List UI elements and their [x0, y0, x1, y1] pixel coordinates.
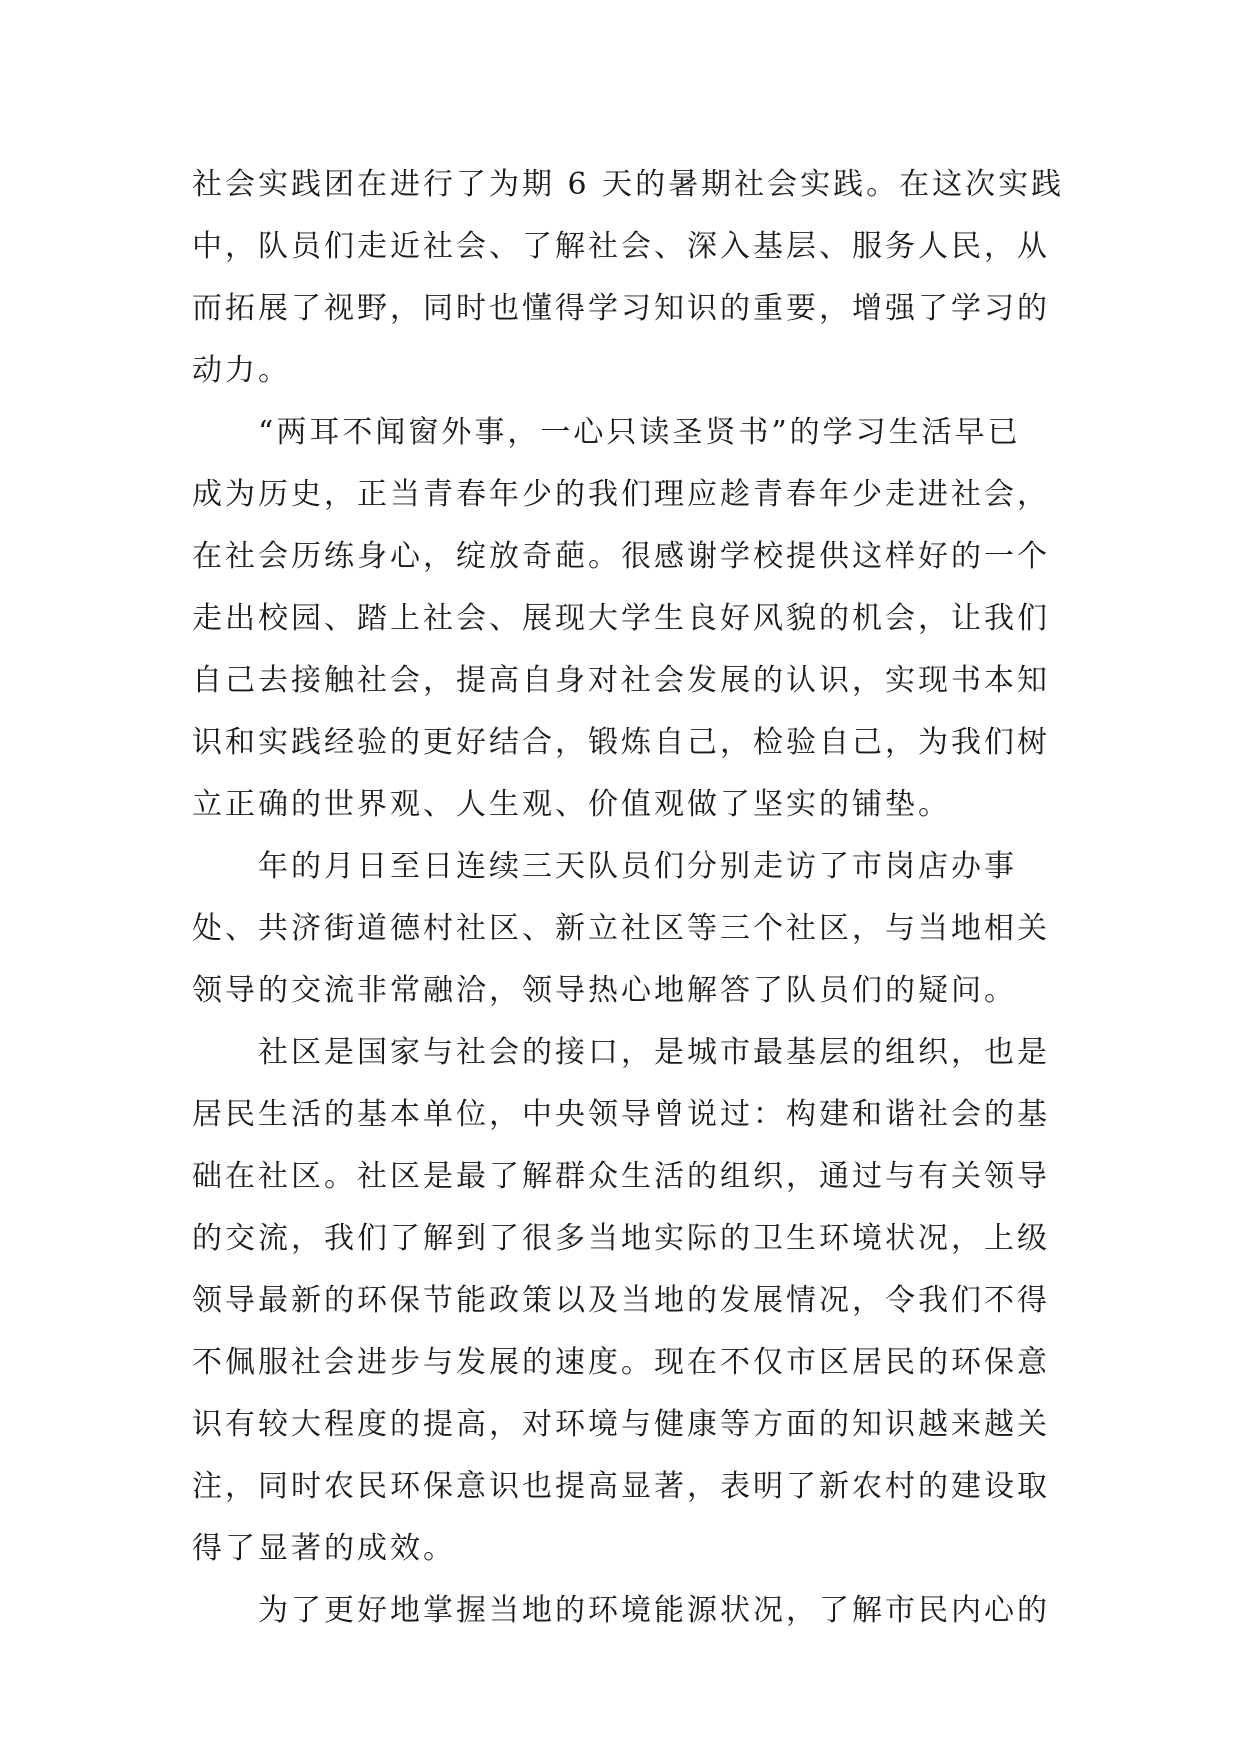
text-line: 础在社区。社区是最了解群众生活的组织，通过与有关领导 — [192, 1159, 1050, 1194]
paragraph-first-line: 年的月日至日连续三天队员们分别走访了市岗店办事 — [258, 849, 1017, 884]
text-line: 识有较大程度的提高，对环境与健康等方面的知识越来越关 — [192, 1407, 1050, 1442]
paragraph-first-line: “两耳不闻窗外事，一心只读圣贤书”的学习生活早已 — [258, 415, 1021, 450]
text-line: 注，同时农民环保意识也提高显著，表明了新农村的建设取 — [192, 1469, 1050, 1504]
text-line: 动力。 — [192, 353, 291, 388]
text-line: 识和实践经验的更好结合，锻炼自己，检验自己，为我们树 — [192, 725, 1050, 760]
text-line: 而拓展了视野，同时也懂得学习知识的重要，增强了学习的 — [192, 291, 1050, 326]
text-line: 领导最新的环保节能政策以及当地的发展情况，令我们不得 — [192, 1283, 1050, 1318]
text-line: 处、共济街道德村社区、新立社区等三个社区，与当地相关 — [192, 911, 1050, 946]
text-line: 在社会历练身心，绽放奇葩。很感谢学校提供这样好的一个 — [192, 539, 1050, 574]
text-line: 走出校园、踏上社会、展现大学生良好风貌的机会，让我们 — [192, 601, 1050, 636]
text-line: 自己去接触社会，提高自身对社会发展的认识，实现书本知 — [192, 663, 1050, 698]
text-line: 中，队员们走近社会、了解社会、深入基层、服务人民，从 — [192, 229, 1050, 264]
text-line: 得了显著的成效。 — [192, 1531, 456, 1566]
text-line: 领导的交流非常融洽，领导热心地解答了队员们的疑问。 — [192, 973, 1017, 1008]
body-text — [192, 154, 1065, 1642]
text-line: 不佩服社会进步与发展的速度。现在不仅市区居民的环保意 — [192, 1345, 1050, 1380]
text-line: 居民生活的基本单位，中央领导曾说过：构建和谐社会的基 — [192, 1097, 1050, 1132]
text-line: 的交流，我们了解到了很多当地实际的卫生环境状况，上级 — [192, 1221, 1050, 1256]
paragraph-first-line: 为了更好地掌握当地的环境能源状况，了解市民内心的 — [258, 1593, 1050, 1628]
paragraph-first-line: 社区是国家与社会的接口，是城市最基层的组织，也是 — [258, 1035, 1050, 1070]
text-line: 立正确的世界观、人生观、价值观做了坚实的铺垫。 — [192, 787, 951, 822]
text-line: 社会实践团在进行了为期 6 天的暑期社会实践。在这次实践 — [192, 167, 1065, 202]
text-line: 成为历史，正当青春年少的我们理应趁青春年少走进社会， — [192, 477, 1050, 512]
